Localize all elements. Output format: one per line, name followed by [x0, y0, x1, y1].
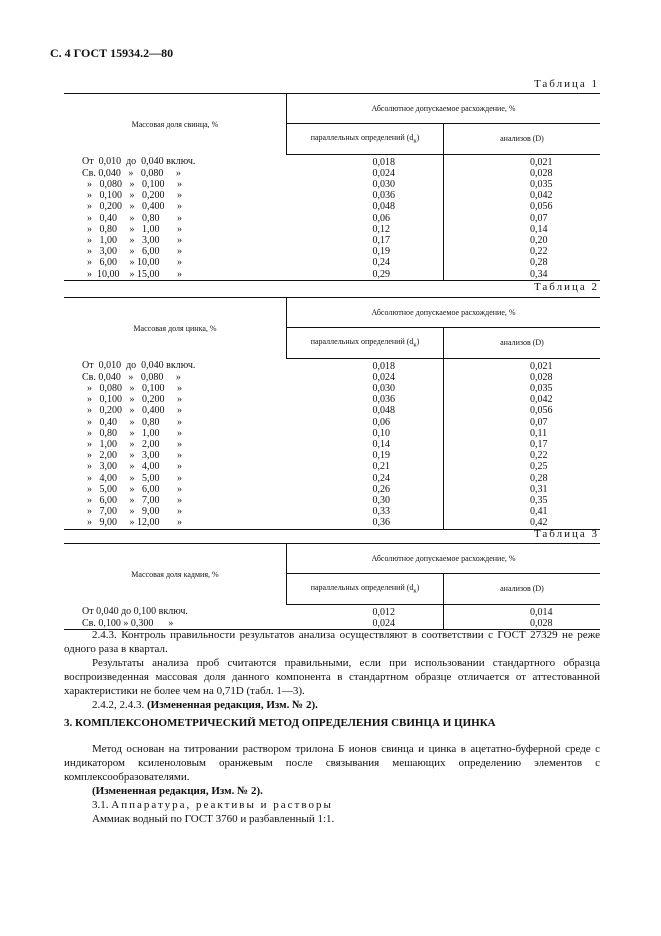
table-row: [64, 450, 600, 461]
column-header-analyses: анализов (D): [444, 328, 601, 358]
cell-parallel: 0,24: [287, 473, 444, 484]
parallel-label: параллельных определений (d: [310, 133, 414, 143]
cell-range: » 0,200 » 0,400 »: [82, 405, 182, 417]
cell-analyses: 0,056: [530, 405, 553, 417]
cell-analyses: 0,056: [530, 201, 553, 213]
cell-parallel: 0,024: [287, 372, 444, 383]
cell-analyses: 0,021: [530, 360, 553, 372]
cell-range: » 10,00 » 15,00 »: [64, 269, 287, 281]
table-row: [64, 405, 600, 416]
table-2: [64, 297, 600, 530]
cell-analyses: 0,31: [530, 483, 548, 495]
cell-analyses: 0,28: [530, 472, 548, 484]
parallel-label: параллельных определений (d: [310, 337, 414, 347]
cell-analyses: 0,11: [530, 427, 548, 439]
paragraph-ammonia: Аммиак водный по ГОСТ 3760 и разбавленный 1:1.: [92, 813, 335, 825]
cell-range: » 1,00 » 2,00 »: [82, 438, 182, 450]
table-row: [64, 473, 600, 484]
paragraph-3-1: [64, 798, 600, 812]
cell-analyses: 0,028: [530, 167, 553, 179]
column-header-mass-fraction: Массовая доля кадмия, %: [64, 544, 287, 605]
body-text-1: [64, 628, 600, 712]
cell-parallel: 0,012: [287, 604, 444, 618]
clause-number: 3.1.: [92, 799, 112, 811]
parallel-close: ): [416, 337, 420, 347]
cell-analyses: 0,035: [530, 382, 553, 394]
cell-parallel: 0,030: [287, 179, 444, 190]
paragraph-2-4-3: 2.4.3. Контроль правильности результатов анализа осуществляют в соответствии с ГОСТ 27329 не реже одного раза в квартал.: [64, 629, 600, 655]
cell-range: От 0,040 до 0,100 включ.: [82, 606, 188, 618]
cell-parallel: 0,14: [287, 439, 444, 450]
table-row: [64, 246, 600, 257]
cell-analyses: 0,41: [530, 506, 548, 518]
cell-parallel: 0,24: [287, 257, 444, 268]
table-row: [64, 224, 600, 235]
cell-range: » 5,00 » 6,00 »: [82, 483, 182, 495]
cell-analyses: 0,042: [530, 394, 553, 406]
table-row: [64, 372, 600, 383]
cell-analyses: 0,20: [530, 234, 548, 246]
cell-parallel: 0,06: [287, 417, 444, 428]
column-header-parallel: [287, 574, 444, 604]
table-row: [64, 517, 600, 529]
table-row: [64, 604, 600, 618]
cell-range: » 2,00 » 3,00 »: [82, 450, 182, 462]
amendment-note: (Измененная редакция, Изм. № 2).: [147, 699, 318, 711]
cell-parallel: 0,024: [287, 168, 444, 179]
cell-analyses: 0,07: [530, 416, 548, 428]
cell-range: » 0,40 » 0,80 »: [82, 212, 182, 224]
table-row: [64, 383, 600, 394]
section-title: 3. КОМПЛЕКСОНОМЕТРИЧЕСКИЙ МЕТОД ОПРЕДЕЛЕНИЯ СВИНЦА И ЦИНКА: [64, 717, 496, 729]
column-header-mass-fraction: Массовая доля свинца, %: [64, 94, 287, 155]
table-3-caption: Таблица 3: [533, 528, 599, 540]
cell-analyses: 0,22: [530, 246, 548, 258]
cell-analyses: 0,035: [530, 178, 553, 190]
column-header-parallel: [287, 124, 444, 154]
paragraph-amendment-2: [64, 784, 600, 798]
cell-range: » 0,40 » 0,80 »: [82, 416, 182, 428]
cell-parallel: 0,048: [287, 201, 444, 212]
cell-analyses: 0,028: [444, 618, 601, 630]
cell-range: » 3,00 » 6,00 »: [82, 246, 182, 258]
paragraph-amendment-1: [64, 698, 600, 712]
clause-title: Аппаратура, реактивы и растворы: [111, 799, 333, 811]
table-row: [64, 506, 600, 517]
paragraph-method: Метод основан на титровании раствором трилона Б ионов свинца и цинка в ацетатно-буферной среде с индикатором ксиленоловым оранжевым после связывания мешающих определению элементов с комплексообразователями.: [64, 743, 600, 783]
table-row: [64, 257, 600, 268]
parallel-subscript: к: [413, 587, 417, 595]
amendment-note-2: (Измененная редакция, Изм. № 2).: [92, 785, 263, 797]
cell-parallel: 0,33: [287, 506, 444, 517]
table-row: [64, 213, 600, 224]
table-row: [64, 235, 600, 246]
table-1-caption: Таблица 1: [533, 78, 599, 90]
cell-analyses: 0,35: [530, 494, 548, 506]
cell-parallel: 0,17: [287, 235, 444, 246]
cell-range: » 0,100 » 0,200 »: [82, 394, 182, 406]
table-row: [64, 201, 600, 212]
cell-parallel: 0,12: [287, 224, 444, 235]
cell-range: » 0,80 » 1,00 »: [82, 223, 182, 235]
group-header-tolerance: Абсолютное допускаемое расхождение, %: [287, 298, 601, 328]
table-row: [64, 417, 600, 428]
cell-parallel: 0,024: [287, 618, 444, 630]
cell-range: » 6,00 » 7,00 »: [82, 494, 182, 506]
cell-analyses: 0,028: [530, 371, 553, 383]
cell-parallel: 0,036: [287, 190, 444, 201]
table-3: [64, 543, 600, 630]
parallel-close: ): [416, 133, 420, 143]
cell-analyses: 0,34: [444, 269, 601, 281]
cell-range: » 0,200 » 0,400 »: [82, 201, 182, 213]
table-1: [64, 93, 600, 281]
paragraph-results: Результаты анализа проб считаются правильными, если при использовании стандартного образца воспроизведенная массовая доля данного компонента в стандартном образце отличается от аттестованной характеристики не более чем на 0,71D (табл. 1—3).: [64, 657, 600, 697]
table-row: [64, 179, 600, 190]
parallel-label: параллельных определений (d: [310, 583, 414, 593]
table-row: [64, 394, 600, 405]
cell-parallel: 0,19: [287, 246, 444, 257]
cell-parallel: 0,29: [287, 269, 444, 281]
cell-analyses: 0,021: [530, 156, 553, 168]
cell-range: » 0,80 » 1,00 »: [82, 427, 182, 439]
cell-parallel: 0,036: [287, 394, 444, 405]
cell-range: » 1,00 » 3,00 »: [82, 234, 182, 246]
cell-range: » 3,00 » 4,00 »: [82, 461, 182, 473]
cell-range: Св. 0,100 » 0,300 »: [64, 618, 287, 630]
cell-range: » 6,00 » 10,00 »: [82, 257, 182, 269]
table-row: [64, 190, 600, 201]
cell-parallel: 0,30: [287, 495, 444, 506]
cell-analyses: 0,28: [530, 257, 548, 269]
cell-range: От 0,010 до 0,040 включ.: [82, 156, 196, 168]
column-header-analyses: анализов (D): [444, 574, 601, 604]
cell-range: Св. 0,040 » 0,080 »: [82, 167, 181, 179]
table-row: [64, 439, 600, 450]
cell-parallel: 0,21: [287, 461, 444, 472]
cell-parallel: 0,10: [287, 428, 444, 439]
cell-range: » 0,100 » 0,200 »: [82, 190, 182, 202]
page-header: С. 4 ГОСТ 15934.2—80: [50, 46, 174, 60]
cell-range: Св. 0,040 » 0,080 »: [82, 371, 181, 383]
cell-analyses: 0,42: [444, 517, 601, 529]
cell-analyses: 0,014: [530, 606, 553, 618]
cell-range: » 4,00 » 5,00 »: [82, 472, 182, 484]
cell-parallel: 0,19: [287, 450, 444, 461]
table-row: [64, 168, 600, 179]
parallel-subscript: к: [413, 137, 417, 145]
table-row: [64, 461, 600, 472]
table-row: [64, 428, 600, 439]
parallel-subscript: к: [413, 341, 417, 349]
cell-parallel: 0,26: [287, 484, 444, 495]
amendment-ref: 2.4.2, 2.4.3.: [92, 699, 147, 711]
table-row: [64, 154, 600, 168]
parallel-close: ): [416, 583, 420, 593]
cell-analyses: 0,042: [530, 190, 553, 202]
cell-range: » 0,080 » 0,100 »: [82, 382, 182, 394]
table-row: [64, 358, 600, 372]
column-header-parallel: [287, 328, 444, 358]
cell-parallel: 0,06: [287, 213, 444, 224]
cell-parallel: 0,048: [287, 405, 444, 416]
cell-analyses: 0,17: [530, 438, 548, 450]
body-text-2: [64, 742, 600, 826]
table-2-caption: Таблица 2: [533, 281, 599, 293]
cell-parallel: 0,36: [287, 517, 444, 529]
cell-range: От 0,010 до 0,040 включ.: [82, 360, 196, 372]
table-row: [64, 269, 600, 281]
table-row: [64, 495, 600, 506]
cell-range: » 0,080 » 0,100 »: [82, 178, 182, 190]
table-row: [64, 484, 600, 495]
cell-analyses: 0,07: [530, 212, 548, 224]
cell-range: » 7,00 » 9,00 »: [82, 506, 182, 518]
column-header-mass-fraction: Массовая доля цинка, %: [64, 298, 287, 359]
cell-analyses: 0,22: [530, 450, 548, 462]
cell-parallel: 0,018: [287, 154, 444, 168]
group-header-tolerance: Абсолютное допускаемое расхождение, %: [287, 544, 601, 574]
group-header-tolerance: Абсолютное допускаемое расхождение, %: [287, 94, 601, 124]
cell-range: » 9,00 » 12,00 »: [64, 517, 287, 529]
cell-parallel: 0,030: [287, 383, 444, 394]
cell-analyses: 0,25: [530, 461, 548, 473]
column-header-analyses: анализов (D): [444, 124, 601, 154]
cell-analyses: 0,14: [530, 223, 548, 235]
cell-parallel: 0,018: [287, 358, 444, 372]
